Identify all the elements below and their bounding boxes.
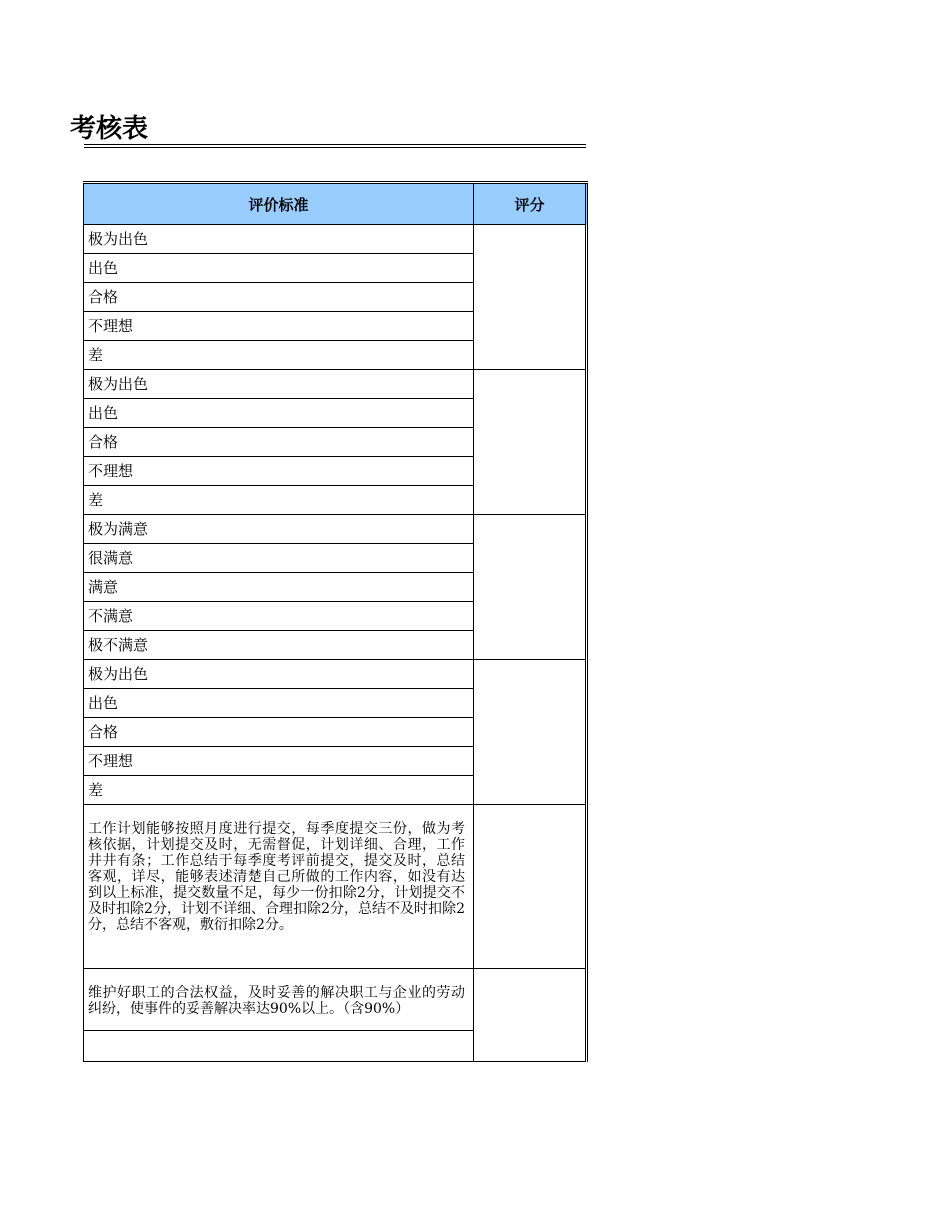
criteria-cell[interactable]: 极为出色 [84,660,474,689]
criteria-cell[interactable]: 不理想 [84,457,474,486]
header-row [84,183,590,225]
criteria-cell[interactable] [84,1031,474,1062]
score-cell[interactable] [474,515,587,660]
title-underline [84,144,586,148]
criteria-cell[interactable]: 差 [84,776,474,805]
table-edge [587,969,590,1062]
criteria-cell[interactable]: 很满意 [84,544,474,573]
score-cell[interactable] [474,370,587,515]
criteria-cell[interactable]: 合格 [84,283,474,312]
table-edge [587,805,590,969]
criteria-cell[interactable]: 不理想 [84,747,474,776]
assessment-sheet [83,181,589,1070]
table-row [84,370,590,399]
table-edge [587,183,590,225]
criteria-description-cell[interactable]: 维护好职工的合法权益，及时妥善的解决职工与企业的劳动纠纷，使事件的妥善解决率达90%以上。（含90%） [84,969,474,1031]
criteria-cell[interactable]: 差 [84,341,474,370]
table-row [84,515,590,544]
criteria-cell[interactable]: 差 [84,486,474,515]
criteria-description-cell[interactable]: 工作计划能够按照月度进行提交，每季度提交三份，做为考核依据，计划提交及时，无需督促，计划详细、合理，工作井井有条；工作总结于每季度考评前提交，提交及时，总结客观，详尽，能够表述清楚自己所做的工作内容，如没有达到以上标准，提交数量不足，每少一份扣除2分，计划提交不及时扣除2分，计划不详细、合理扣除2分，总结不及时扣除2分，总结不客观，敷衍扣除2分。 [84,805,474,969]
criteria-cell[interactable]: 出色 [84,254,474,283]
score-cell[interactable] [474,969,587,1062]
criteria-cell[interactable]: 极为出色 [84,370,474,399]
criteria-header: 评价标准 [84,183,474,225]
table-row [84,969,590,1031]
criteria-cell[interactable]: 出色 [84,399,474,428]
score-cell[interactable] [474,225,587,370]
criteria-cell[interactable]: 满意 [84,573,474,602]
table-edge [587,660,590,805]
table-edge [587,515,590,660]
table-edge [587,225,590,370]
score-cell[interactable] [474,805,587,969]
criteria-cell[interactable]: 极不满意 [84,631,474,660]
table-row [84,225,590,254]
score-header: 评分 [474,183,587,225]
criteria-cell[interactable]: 极为满意 [84,515,474,544]
criteria-cell[interactable]: 不满意 [84,602,474,631]
criteria-cell[interactable]: 出色 [84,689,474,718]
page-title: 考核表 [70,114,149,144]
criteria-cell[interactable]: 不理想 [84,312,474,341]
table-row [84,805,590,969]
criteria-cell[interactable]: 合格 [84,718,474,747]
assessment-table [83,181,590,1062]
criteria-cell[interactable]: 合格 [84,428,474,457]
table-row [84,660,590,689]
score-cell[interactable] [474,660,587,805]
criteria-cell[interactable]: 极为出色 [84,225,474,254]
table-edge [587,370,590,515]
